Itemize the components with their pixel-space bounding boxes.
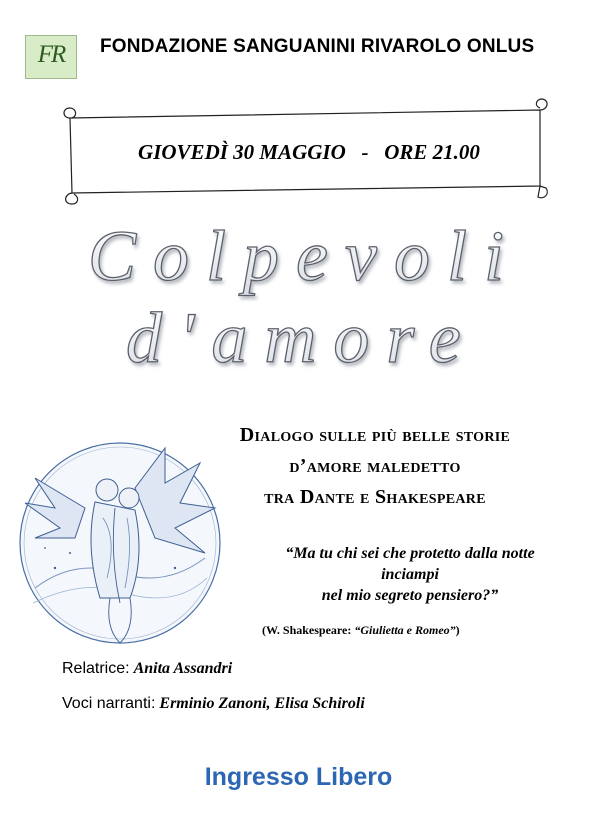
citation-author: (W. Shakespeare: bbox=[262, 623, 355, 637]
citation-work: “Giulietta e Romeo” bbox=[354, 623, 456, 637]
subtitle-line-2: d’amore maledetto bbox=[289, 455, 461, 477]
foundation-logo-icon bbox=[25, 35, 77, 79]
speaker-label: Relatrice: bbox=[62, 660, 130, 677]
citation-close: ) bbox=[455, 623, 460, 637]
voices-label: Voci narranti: bbox=[62, 695, 156, 712]
event-date-time bbox=[70, 140, 548, 165]
speaker-name: Anita Assandri bbox=[133, 660, 233, 677]
event-date: GIOVEDÌ 30 MAGGIO bbox=[138, 140, 346, 164]
free-entry-notice: Ingresso Libero bbox=[204, 763, 393, 791]
angels-medallion-icon bbox=[15, 438, 225, 648]
organization-name: FONDAZIONE SANGUANINI RIVAROLO ONLUS bbox=[100, 36, 535, 57]
voices-names: Erminio Zanoni, Elisa Schiroli bbox=[159, 695, 365, 712]
title-line-1: Colpevoli bbox=[88, 216, 521, 296]
subtitle-line-3: tra Dante e Shakespeare bbox=[264, 486, 486, 508]
event-time: ORE 21.00 bbox=[384, 140, 480, 164]
title-line-2: d'amore bbox=[126, 298, 478, 378]
event-title bbox=[0, 212, 597, 392]
event-separator: - bbox=[361, 140, 369, 164]
voices-row bbox=[62, 695, 365, 713]
quote-line-1: “Ma tu chi sei che protetto dalla notte bbox=[285, 545, 535, 562]
subtitle-line-1: Dialogo sulle più belle storie bbox=[239, 424, 511, 446]
speaker-row bbox=[62, 660, 232, 678]
quote-citation bbox=[262, 623, 460, 638]
quote-line-2: inciampi bbox=[381, 566, 439, 583]
quote-line-3: nel mio segreto pensiero?” bbox=[321, 587, 499, 604]
logo-mark: FR bbox=[37, 41, 65, 68]
